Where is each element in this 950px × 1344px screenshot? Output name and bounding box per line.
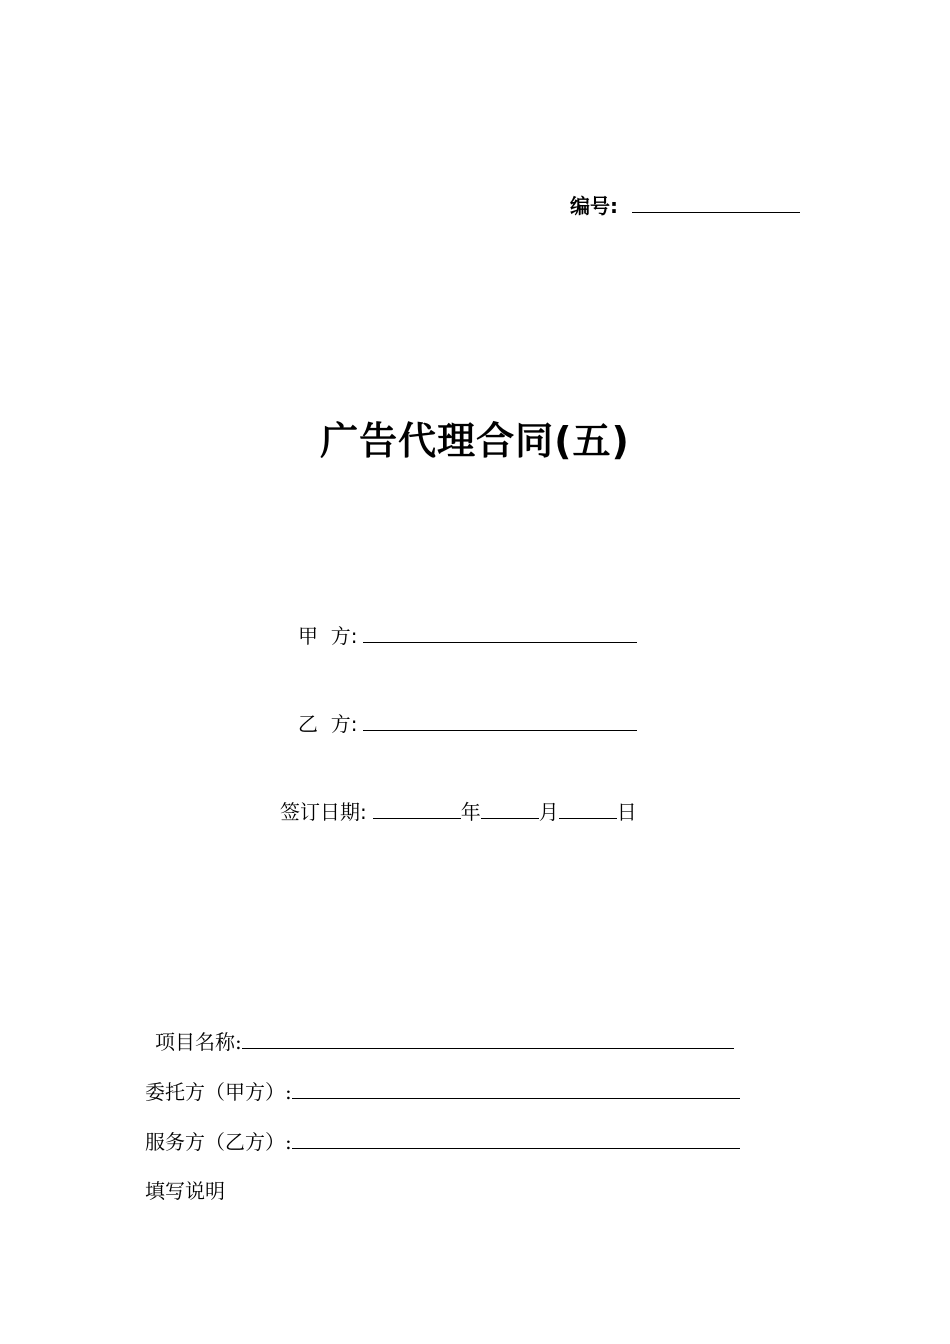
party-b-field[interactable]: [363, 708, 637, 731]
day-label: 日: [616, 800, 637, 824]
party-a-label: 甲 方:: [298, 624, 358, 648]
instructions-heading: 填写说明: [145, 1179, 225, 1203]
party-b-row: [298, 708, 637, 737]
document-number: [570, 190, 800, 219]
signing-day-field[interactable]: [559, 796, 617, 819]
signing-date-label: 签订日期:: [280, 800, 367, 824]
project-name-field[interactable]: [242, 1026, 734, 1049]
client-field[interactable]: [292, 1076, 740, 1099]
party-a-row: [298, 620, 637, 649]
signing-date-row: [280, 796, 637, 825]
provider-label: 服务方（乙方）:: [145, 1130, 292, 1154]
project-name-label: 项目名称:: [155, 1030, 242, 1054]
project-name-row: [155, 1026, 734, 1055]
signing-month-field[interactable]: [481, 796, 539, 819]
document-number-label: 编号:: [570, 194, 618, 218]
signing-year-field[interactable]: [373, 796, 461, 819]
document-number-field[interactable]: [632, 190, 800, 213]
provider-row: [145, 1126, 740, 1155]
month-label: 月: [538, 800, 559, 824]
client-row: [145, 1076, 740, 1105]
provider-field[interactable]: [292, 1126, 740, 1149]
year-label: 年: [460, 800, 481, 824]
party-a-field[interactable]: [363, 620, 637, 643]
client-label: 委托方（甲方）:: [145, 1080, 292, 1104]
document-title: 广告代理合同(五): [320, 419, 630, 463]
party-b-label: 乙 方:: [298, 712, 358, 736]
